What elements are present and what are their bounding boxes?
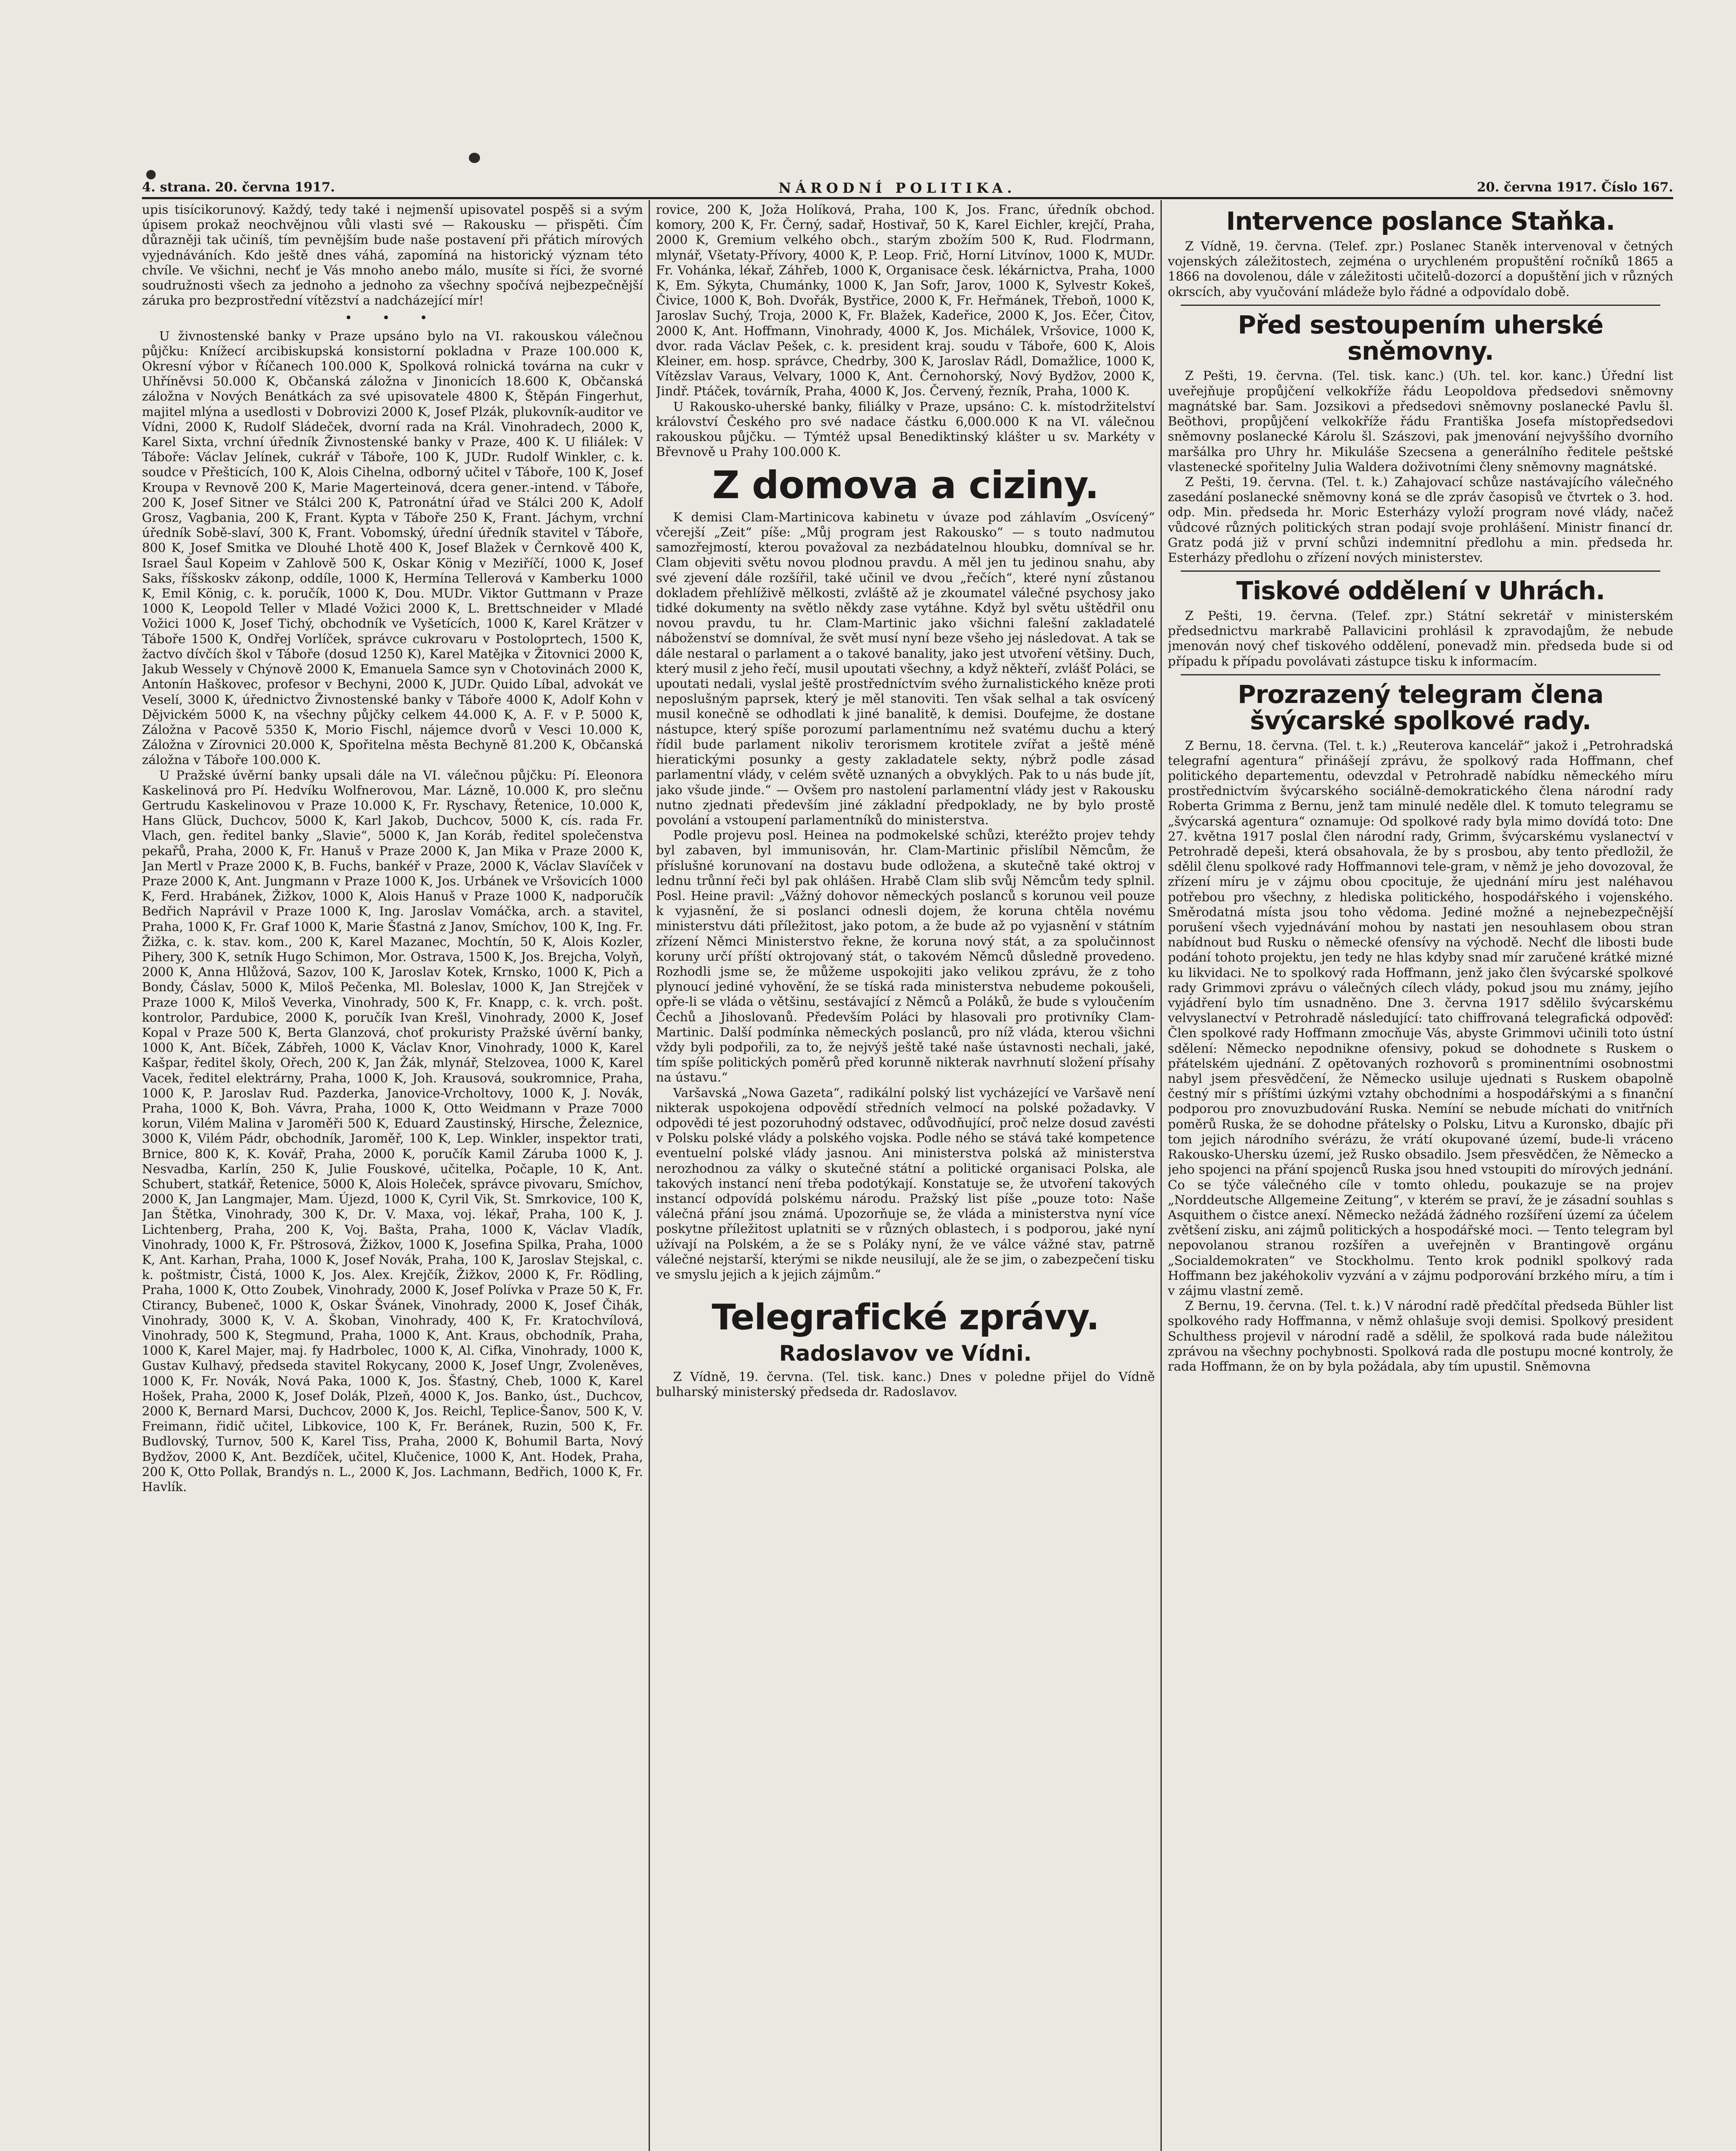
divider bbox=[1181, 305, 1660, 306]
article-heading: Tiskové oddělení v Uhrách. bbox=[1236, 576, 1605, 606]
article-heading: Prozrazený telegram člena švýcarské spolkové rady. bbox=[1237, 679, 1604, 735]
subscription-list: U živnostenské banky v Praze upsáno bylo na VI. rakouskou válečnou půjčku: Knížecí arcibiskupská konsistorní pokladna v Praze 100.000 K, Okresní výbor v Říčanech 100.000 K, Spolková rolnická továrna na cukr v Uhříněvsi 50.000 K, Občanská záložna v Jinonicích 18.600 K, Občanská záložna v Nových Benátkách za své upisovatele 4800 K, Štěpán Fingerhut, majitel mlýna a usedlosti v Dobrovizi 2000 K, Josef Plzák, plukovník-auditor ve Vídni, 2000 K, Rudolf Sládeček, dvorní rada na Král. Vinohradech, 2000 K, Karel Sixta, vrchní úředník Živnostenské banky v Praze, 400 K. U filiálek: V Táboře: Václav Jelínek, cukrář v Táboře, 100 K, JUDr. Rudolf Winkler, c. k. soudce v Přešticích, 100 K, Alois Cihelna, odborný učitel v Táboře, 100 K, Josef Kroupa v Revnově 200 K, Marie Magerteinová, dcera gener.-intend. v Táboře, 200 K, Josef Sitner ve Stálci 200 K, Patronátní úřad ve Stálci 200 K, Adolf Grosz, Vagbania, 200 K, Frant. Kypta v Táboře 250 K, Frant. Jáchym, vrchní úředník Sobě-slaví, 300 K, Frant. Vobomský, úřední úředník stavitel v Táboře, 800 K, Josef Smitka ve Dlouhé Lhotě 400 K, Josef Blažek v Černkově 400 K, Israel Šaul Kopeim v Zahlově 500 K, Oskar König v Meziříčí, 1000 K, Josef Saks, říšskoskv zákonp, oddíle, 1000 K, Hermína Tellerová v Kamberku 1000 K, Emil König, c. k. poručík, 1000 K, Dou. MUDr. Viktor Guttmann v Praze 1000 K, Leopold Teller v Mladé Vožici 2000 K, L. Brettschneider v Mladé Vožici 1000 K, Josef Tichý, obchodník ve Vyšetících, 1000 K, Karel Krätzer v Táboře 1500 K, Ondřej Vorlíček, správce cukrovaru v Postoloprtech, 1500 K, žactvo dívčích škol v Táboře (dosud 1250 K), Karel Matějka v Žitovnici 2000 K, Jakub Wessely v Chýnově 2000 K, Emanuela Samce syn v Chotovinách 2000 K, Antonín Haškovec, profesor v Bechyni, 2000 K, JUDr. Quido Líbal, advokát ve Veselí, 3000 K, úřednictvo Živnostenské banky v Táboře 4000 K, Adolf Kohn v Dějvickém 5000 K, na všechny půjčky celkem 44.000 K, A. F. v P. 5000 K, Záložna v Pacově 5350 K, Morio Fischl, nájemce dvorů v Vesci 10.000 K, Záložna v Zírovnici 20.000 K, Spořitelna města Bechyně 81.200 K, Občanská záložna v Táboře 100.000 K. bbox=[142, 328, 643, 767]
section-heading: Z domova a ciziny. bbox=[712, 463, 1099, 508]
article-heading: Před sestoupením uherské sněmovny. bbox=[1237, 310, 1604, 366]
page-number-date: 4. strana. 20. června 1917. bbox=[142, 180, 335, 195]
column-3 bbox=[1168, 202, 1673, 2151]
issue-date-number: 20. června 1917. Číslo 167. bbox=[1477, 180, 1673, 195]
column-2 bbox=[656, 202, 1155, 2151]
column-rule bbox=[649, 200, 650, 2151]
section-heading: Telegrafické zprávy. bbox=[711, 1297, 1099, 1338]
article-text: Z Vídně, 19. června. (Tel. tisk. kanc.) Dnes v poledne přijel do Vídně bulharský ministerský předseda dr. Radoslavov. bbox=[656, 1369, 1155, 1399]
article-text: Z Bernu, 19. června. (Tel. t. k.) V národní radě předčítal předseda Bühler list spolkového rady Hoffmanna, v němž ohlašuje svoji demisi. Spolkový president Schulthess projevil v národní radě a sdělil, že spolková rada bude náležitou zprávou na všechny pochybnosti. Spolková rada dle postupu mocné kontroly, že rada Hoffmann, že on by byla požádala, aby tím upustil. Sněmovna bbox=[1168, 1298, 1673, 1374]
subscription-list: U Pražské úvěrní banky upsali dále na VI. válečnou půjčku: Pí. Eleonora Kaskelinová pro Pí. Hedvíku Wolfnerovou, Mar. Lázně, 10.000 K, pro slečnu Gertrudu Kaskelinovou v Praze 10.000 K, Fr. Ryschavy, Řetenice, 10.000 K, Hans Glück, Duchcov, 5000 K, Karl Jakob, Duchcov, 5000 K, cís. rada Fr. Vlach, gen. ředitel banky „Slavie“, 5000 K, Jan Koráb, ředitel společenstva pekařů, Praha, 2000 K, Fr. Hanuš v Praze 2000 K, Jan Mika v Praze 2000 K, Jan Mertl v Praze 2000 K, B. Fuchs, bankéř v Praze, 2000 K, Václav Slavíček v Praze 2000 K, Ant. Jungmann v Praze 1000 K, Jos. Urbánek ve Vršovicích 1000 K, Ferd. Hrabánek, Žižkov, 1000 K, Alois Hanuš v Praze 1000 K, nadporučík Bedřich Naprávil v Praze 1000 K, Ing. Jaroslav Vomáčka, arch. a stavitel, Praha, 1000 K, Fr. Graf 1000 K, Marie Šťastná z Janov, Smíchov, 100 K, Ing. Fr. Žižka, c. k. stav. kom., 200 K, Karel Mazanec, Mochtín, 50 K, Alois Kozler, Pihery, 300 K, setník Hugo Schimon, Mor. Ostrava, 1500 K, Jos. Brejcha, Volyň, 2000 K, Anna Hlůžová, Sazov, 100 K, Jaroslav Kotek, Krnsko, 1000 K, Pich a Bondy, Čáslav, 5000 K, Miloš Pečenka, Ml. Boleslav, 1000 K, Jan Strejček v Praze 1000 K, Miloš Veverka, Vinohrady, 500 K, Fr. Knapp, c. k. vrch. pošt. kontrolor, Pardubice, 2000 K, poručík Ivan Krešl, Vinohrady, 2000 K, Josef Kopal v Praze 500 K, Berta Glanzová, choť prokuristy Pražské úvěrní banky, 1000 K, Ant. Bíček, Zábřeh, 1000 K, Václav Knor, Vinohrady, 1000 K, Karel Kašpar, ředitel školy, Ořech, 200 K, Jan Žák, mlynář, Stelzovea, 1000 K, Karel Vacek, ředitel elektrárny, Praha, 1000 K, Joh. Krausová, soukromnice, Praha, 1000 K, P. Jaroslav Rud. Pazderka, Janovice-Vrcholtovy, 1000 K, J. Novák, Praha, 1000 K, Boh. Vávra, Praha, 1000 K, Otto Weidmann v Praze 7000 korun, Vilém Malina v Jaroměři 500 K, Eduard Zaustinský, Hirsche, Železnice, 3000 K, Vilém Pádr, obchodník, Jaroměř, 100 K, Lep. Winkler, inspektor trati, Brnice, 800 K, K. Kovář, Praha, 2000 K, poručík Kamil Záruba 1000 K, J. Nesvadba, Karlín, 250 K, Julie Fouskové, učitelka, Počaple, 10 K, Ant. Schubert, statkář, Řetenice, 5000 K, Alois Holeček, správce pivovaru, Smíchov, 2000 K, Jan Langmajer, Mam. Újezd, 1000 K, Cyril Vik, St. Smrkovice, 100 K, Jan Štětka, Vinohrady, 300 K, Dr. V. Maxa, voj. lékař, Praha, 100 K, J. Lichtenberg, Praha, 200 K, Voj. Bašta, Praha, 1000 K, Václav Vladík, Vinohrady, 1000 K, Fr. Pštrosová, Žižkov, 1000 K, Josefina Spilka, Praha, 1000 K, Ant. Karhan, Praha, 1000 K, Josef Novák, Praha, 100 K, Jaroslav Stejskal, c. k. poštmistr, Čistá, 1000 K, Jos. Alex. Krejčík, Žižkov, 2000 K, Fr. Rödling, Praha, 1000 K, Otto Zoubek, Vinohrady, 2000 K, Josef Polívka v Praze 50 K, Fr. Ctirancy, Bubeneč, 1000 K, Oskar Švánek, Vinohrady, 2000 K, Josef Čihák, Vinohrady, 3000 K, V. A. Škoban, Vinohrady, 400 K, Fr. Kratochvílová, Vinohrady, 500 K, Stegmund, Praha, 1000 K, Ant. Kraus, obchodník, Praha, 1000 K, Karel Majer, maj. fy Hadrbolec, 1000 K, Al. Cifka, Vinohrady, 1000 K, Gustav Kulhavý, předseda stavitel Rokycany, 2000 K, Josef Ungr, Zvoleněves, 1000 K, Fr. Novák, Nová Paka, 1000 K, Jos. Šťastný, Cheb, 1000 K, Karel Hošek, Praha, 2000 K, Josef Dolák, Plzeň, 4000 K, Jos. Banko, úst., Duchcov, 2000 K, Bernard Marsi, Duchcov, 2000 K, Jos. Reichl, Teplice-Šanov, 500 K, V. Freimann, řidič učitel, Libkovice, 100 K, Fr. Beránek, Ruzin, 500 K, Fr. Budlovský, Turnov, 500 K, Karel Tiss, Praha, 2000 K, Bohumil Barta, Nový Bydžov, 2000 K, Ant. Bezdíček, učitel, Klučenice, 1000 K, Ant. Hodek, Praha, 200 K, Otto Pollak, Brandýs n. L., 2000 K, Jos. Lachmann, Bedřich, 1000 K, Fr. Havlík. bbox=[142, 767, 643, 1495]
column-rule bbox=[1160, 200, 1162, 2151]
article-text: upis tisícikorunový. Každý, tedy také i nejmenší upisovatel pospěš si a svým úpisem prokaž neochvějnou vůli vlasti své — Rakousku — přispěti. Čím důrazněji tak učiníš, tím pevnějším bude naše postavení při přátich mírových vyjednáváních. Kdo ještě dnes váhá, zapomíná na historický význam této chvíle. Ve všichni, nechť je Vás mnoho anebo málo, musíte si říci, že svorné soudružnosti všech za jednoho a jednoho za všechny spočívá nejbezpečnější záruka pro bezprostřední vítězství a nadcházející mír! bbox=[142, 202, 643, 308]
running-head bbox=[142, 180, 1673, 199]
column-1 bbox=[142, 202, 643, 2151]
separator-dots: • • • bbox=[345, 311, 440, 326]
article-text: Z Bernu, 18. června. (Tel. t. k.) „Reuterova kancelář“ jakož i „Petrohradská telegrafní agentura“ přinášejí zprávu, že spolkový rada Hoffmann, chef politického departementu, odevzdal v Petrohradě nabídku německého míru prostřednictvím švýcarského sociálně-demokratického člena národní rady Roberta Grimma z Bernu, jenž tam minulé neděle dlel. K tomuto telegramu se „švýcarská agentura“ oznamuje: Od spolkové rady byla mimo dovídá toto: Dne 27. května 1917 poslal člen národní rady, Grimm, švýcarskému vyslanectví v Petrohradě depeši, která obsahovala, že by s prosbou, aby tento předložil, že sdělil členu spolkové rady Hoffmannovi tele-gram, v němž je jeho dovozoval, že zřízení míru je v zájmu obou cpocituje, že ujednání míru jest naléhavou potřebou pro všechny, z hlediska politického, hospodářského i vojenského. Směrodatná místa jsou toho vědoma. Jediné možné a nejnebezpečnější porušení všech vyjednávání mohou by nastati jen nesouhlasem obou stran nabídnout bud Rusku o německé ofensívy na východě. Nechť dle libosti bude podání tohoto projektu, jen tedy ne hlas kdyby snad mír zaručené krátké mizné ku likvidaci. Ne to spolkový rada Hoffmann, jenž jako člen švýcarské spolkové rady Grimmovi zprávu o válečných cílech vlády, pokud jsou mu známy, jejího vyjádření bylo tím usnadněno. Dne 3. června 1917 sdělilo švýcarskému velvyslanectví v Petrohradě následující: tato chiffrovaná telegrafická odpověď: Člen spolkové rady Hoffmann zmocňuje Vás, abyste Grimmovi učinili toto ústní sdělení: Německo nepodnikne ofensivy, pokud se dohodnete s Ruskem o přátelském ujednání. Z opětovaných rozhovorů s prominentními osobnostmi nabyl jsem přesvědčení, že Německo usiluje ujednati s Ruskem obapolně čestný mír s příštími úzkými vztahy obchodními a hospodářskými a s finanční podporou pro znovuzbudování Ruska. Nemíní se nebude míchati do vnitřních poměrů Ruska, že se dohodne přátelsky o Polsku, Litvu a Kuronsko, dbajíc při tom jejich národního svérázu, že vrátí okupované území, bude-li vráceno Rakousko-Uhersku území, jež Rusko obsadilo. Jsem přesvědčen, že Německo a jeho spojenci na přání spojenců Ruska jsou hned vstoupiti do mírových jednání. Co se týče válečného cíle v tomto ohledu, poukazuje se na projev „Norddeutsche Allgemeine Zeitung“, v kterém se praví, že je zásadní souhlas s Asquithem o čistce anexí. Německo nežádá žádného rozšíření území za účelem zvětšení zisku, ani zájmů politických a hospodářské moci. — Tento telegram byl nepovolanou stranou rozšířen a uveřejněn v Brantingově orgánu „Socialdemokraten“ ve Stockholmu. Tento krok podnikl spolkový rada Hoffmann bez jakéhokoliv vyzvání a v zájmu podporování brzkého míru, a tím i v zájmu vlastní země. bbox=[1168, 738, 1673, 1298]
divider bbox=[1181, 674, 1660, 675]
article-heading: Radoslavov ve Vídni. bbox=[779, 1341, 1032, 1366]
article-text: Varšavská „Nowa Gazeta“, radikální polský list vycházející ve Varšavě není nikterak uspokojena odpovědí středních velmocí na polské požadavky. V odpovědi té jest pozoruhodný odstavec, odůvodňující, proč nelze dosud zavésti v Polsku polské vlády a polského vojska. Podle ného se stává také kompetence eventuelní polské vlády jasnou. Ani ministerstva polská až ministerstva nerozhodnou za války o skutečné státní a politické organisaci Polska, ale takových instancí není třeba podotýkají. Konstatuje se, že utvoření takových instancí odpovídá polskému národu. Pražský list píše „pouze toto: Naše válečná přání jsou známá. Upozorňuje se, že vláda a ministerstva nyní více poskytne příležitost uplatniti se v různých oblastech, i s podporou, jaké nyní užívají na Polském, a že se s Poláky nyní, že ve válce vážné stav, patrně válečné nejstarší, kterými se nikde neusilují, ale že se jim, o zabezpečení tisku ve smyslu jejich a k jejich zájmům.“ bbox=[656, 1085, 1155, 1282]
ink-blot bbox=[146, 170, 156, 179]
article-text: Z Vídně, 19. června. (Telef. zpr.) Poslanec Staněk intervenoval v četných vojenských záležitostech, zejména o urychleném propuštění ročníků 1865 a 1866 na dovolenou, dále v záležitosti učitelů-dozorcí a dopuštění jich v různých okrscích, aby vyučování mládeže bylo řádné a odpovídalo době. bbox=[1168, 238, 1673, 299]
article-text: Z Pešti, 19. června. (Tel. t. k.) Zahajovací schůze nastávajícího válečného zasedání poslanecké sněmovny koná se dle zpráv časopisů ve čtvrtek o 3. hod. odp. Min. předseda hr. Moric Esterházy vyloží program nové vlády, načež vůdcové různých politických stran podají svoje prohlášení. Ministr financí dr. Gratz podá již v první schůzi indemnitní předlohu a min. předseda hr. Esterházy předlohu o zřízení nových ministerstev. bbox=[1168, 474, 1673, 565]
divider bbox=[1181, 570, 1660, 572]
subscription-list: U Rakousko-uherské banky, filiálky v Praze, upsáno: C. k. místodržitelství království Českého pro své nadace částku 6,000.000 K na VI. válečnou rakouskou půjčku. — Týmtéž upsal Benediktinský klášter u sv. Markéty v Břevnově u Prahy 100.000 K. bbox=[656, 399, 1155, 459]
article-text: K demisi Clam-Martinicova kabinetu v úvaze pod záhlavím „Osvícený“ včerejší „Zeit“ píše: „Můj program jest Rakousko“ — s touto nadmutou samozřejmostí, kterou považoval za nezbádatelnou hloubku, domníval se hr. Clam objeviti světu novou plodnou pravdu. A měl jen tu jedinou snahu, aby své zjevení dále rozšířil, také učinil ve dvou „řečích“, které nyní zůstanou dokladem přehlíživě mělkosti, zvláště až je zkoumatel válečné psychosy jako tidké dokumenty na světlo někdy zase vytáhne. Když byl světu uštědřil onu novou pravdu, tu hr. Clam-Martinic jako všichni falešní zakladatelé náboženství se domníval, že svět musí nyní beze všeho jej následovat. A tak se dále nestaral o parlament a o takové banality, jako jest utvoření většiny. Duch, který musil z jeho řečí, musil upoutati všechny, a když někteří, zvlášť Poláci, se upoutati nedali, vyslal ještě prostředníctvím svého žurnalistického kněze proti neposlušným paprsek, který je měl stanoviti. Ten však selhal a tak osvícený musil konečně se odhodlati k jiné banalitě, k demisi. Doufejme, že dostane nástupce, který spíše porozumí parlamentnímu než svatému duchu a který řídil bude parlament nikoliv terorismem krotitele zvířat a ještě méně hieratickými posunky a gesty zakladatele sekty, nýbrž podle zásad parlamentní vlády, v celém světě uznaných a obvyklých. Pak to u nás bude jít, jako všude jinde.“ — Ovšem pro nastolení parlamentní vlády jest v Rakousku nutno zjednati především jiné základní předpoklady, ne by bylo prostě povolání a vstoupení parlamentníků do ministerstva. bbox=[656, 509, 1155, 827]
masthead-title: NÁRODNÍ POLITIKA. bbox=[779, 180, 1016, 196]
article-text: Z Pešti, 19. června. (Telef. zpr.) Státní sekretář v ministerském předsednictvu markrabě Pallavicini prohlásil k zpravodajům, že nebude jmenován nový chef tiskového oddělení, ponevadž min. předseda bude si od případu k případu povolávati zástupce tisku k informacím. bbox=[1168, 608, 1673, 669]
article-heading: Intervence poslance Staňka. bbox=[1226, 206, 1615, 236]
ink-blot bbox=[469, 153, 480, 163]
subscription-list: rovice, 200 K, Joža Holíková, Praha, 100 K, Jos. Franc, úředník obchod. komory, 200 K, Fr. Černý, sadař, Hostivař, 50 K, Karel Eichler, krejčí, Praha, 2000 K, Gremium velkého obch., starým zbožím 500 K, Rud. Flodrmann, mlynář, Všetaty-Přívory, 4000 K, P. Leop. Frič, Horní Litvínov, 1000 K, MUDr. Fr. Vohánka, lékař, Záhřeb, 1000 K, Organisace česk. lékárnictva, Praha, 1000 K, Em. Sýkyta, Chumánky, 1000 K, Jan Sofr, Jarov, 1000 K, Sylvestr Kokeš, Čivice, 1000 K, Boh. Dvořák, Bystřice, 2000 K, Fr. Heřmánek, Třeboň, 1000 K, Jaroslav Suchý, Troja, 2000 K, Fr. Blažek, Kadeřice, 2000 K, Jos. Ečer, Čitov, 2000 K, Ant. Hoffmann, Vinohrady, 4000 K, Jos. Michálek, Vršovice, 1000 K, dvor. rada Václav Pešek, c. k. president kraj. soudu v Táboře, 600 K, Alois Kleiner, em. hosp. správce, Chedrby, 300 K, Jaroslav Rádl, Domažlice, 1000 K, Vítězslav Varaus, Velvary, 1000 K, Ant. Černohorský, Nový Bydžov, 2000 K, Jindř. Ptáček, továrník, Praha, 4000 K, Jos. Červený, řezník, Praha, 1000 K. bbox=[656, 202, 1155, 399]
article-text: Podle projevu posl. Heinea na podmokelské schůzi, kteréžto projev tehdy byl zabaven, byl immunisován, hr. Clam-Martinic přislíbil Němcům, že příslušné korunovaní na dostavu bude odložena, a skutečně také oktroj v lednu trůnní řeči byl pak ohlášen. Hrabě Clam slib svůj Němcům tedy splnil. Posl. Heine pravil: „Vážný dohovor německých poslanců s korunou veil pouze k vyjasnění, že si poslanci odnesli dojem, že koruna chtěla novému ministerstvu dáti příležitost, jako potom, a že bude až po vyjasnění v státním zřízení Němci Ministerstvo řekne, že koruna nový stát, a za spolučinnost koruny určí příští oktrojovaný stát, o takovém Němců důsledně provedeno. Rozhodli jsme se, že můžeme uspokojiti jako velikou zprávu, že z toho plynoucí jediné vyhovění, že se tíská rada ministerstva nebudeme pokoušeli, opře-li se vláda o většinu, sestávající z Němců a Poláků, že bude s vyloučením Čechů a Jihoslovanů. Především Poláci by hlasovali pro protivníky Clam-Martinic. Další podmínka německých poslanců, pro níž vláda, kterou všichni vždy byli podpořili, za to, že nejvýš ještě také naše ústavnosti nechali, jaké, tím spíše politických poměrů před korunně nikterak navrhnutí složení přísahy na ústavu.“ bbox=[656, 828, 1155, 1085]
article-text: Z Pešti, 19. června. (Tel. tisk. kanc.) (Uh. tel. kor. kanc.) Úřední list uveřejňuje propůjčení velkokříže řádu Leopoldova předsedovi sněmovny magnátské bar. Sam. Jozsikovi a předsedovi sněmovny poslanecké Pavlu šl. Beöthovi, propůjčení velkokříže řádu Františka Josefa místopředsedovi sněmovny poslanecké Károlu šl. Szászovi, pak jmenování nejvyššího dvorního maršálka pro Uhry hr. Mikuláše Szecsena a generálního ředitele peštské vlastenecké spořitelny Julia Waldera doživotními členy sněmovny magnátské. bbox=[1168, 368, 1673, 474]
